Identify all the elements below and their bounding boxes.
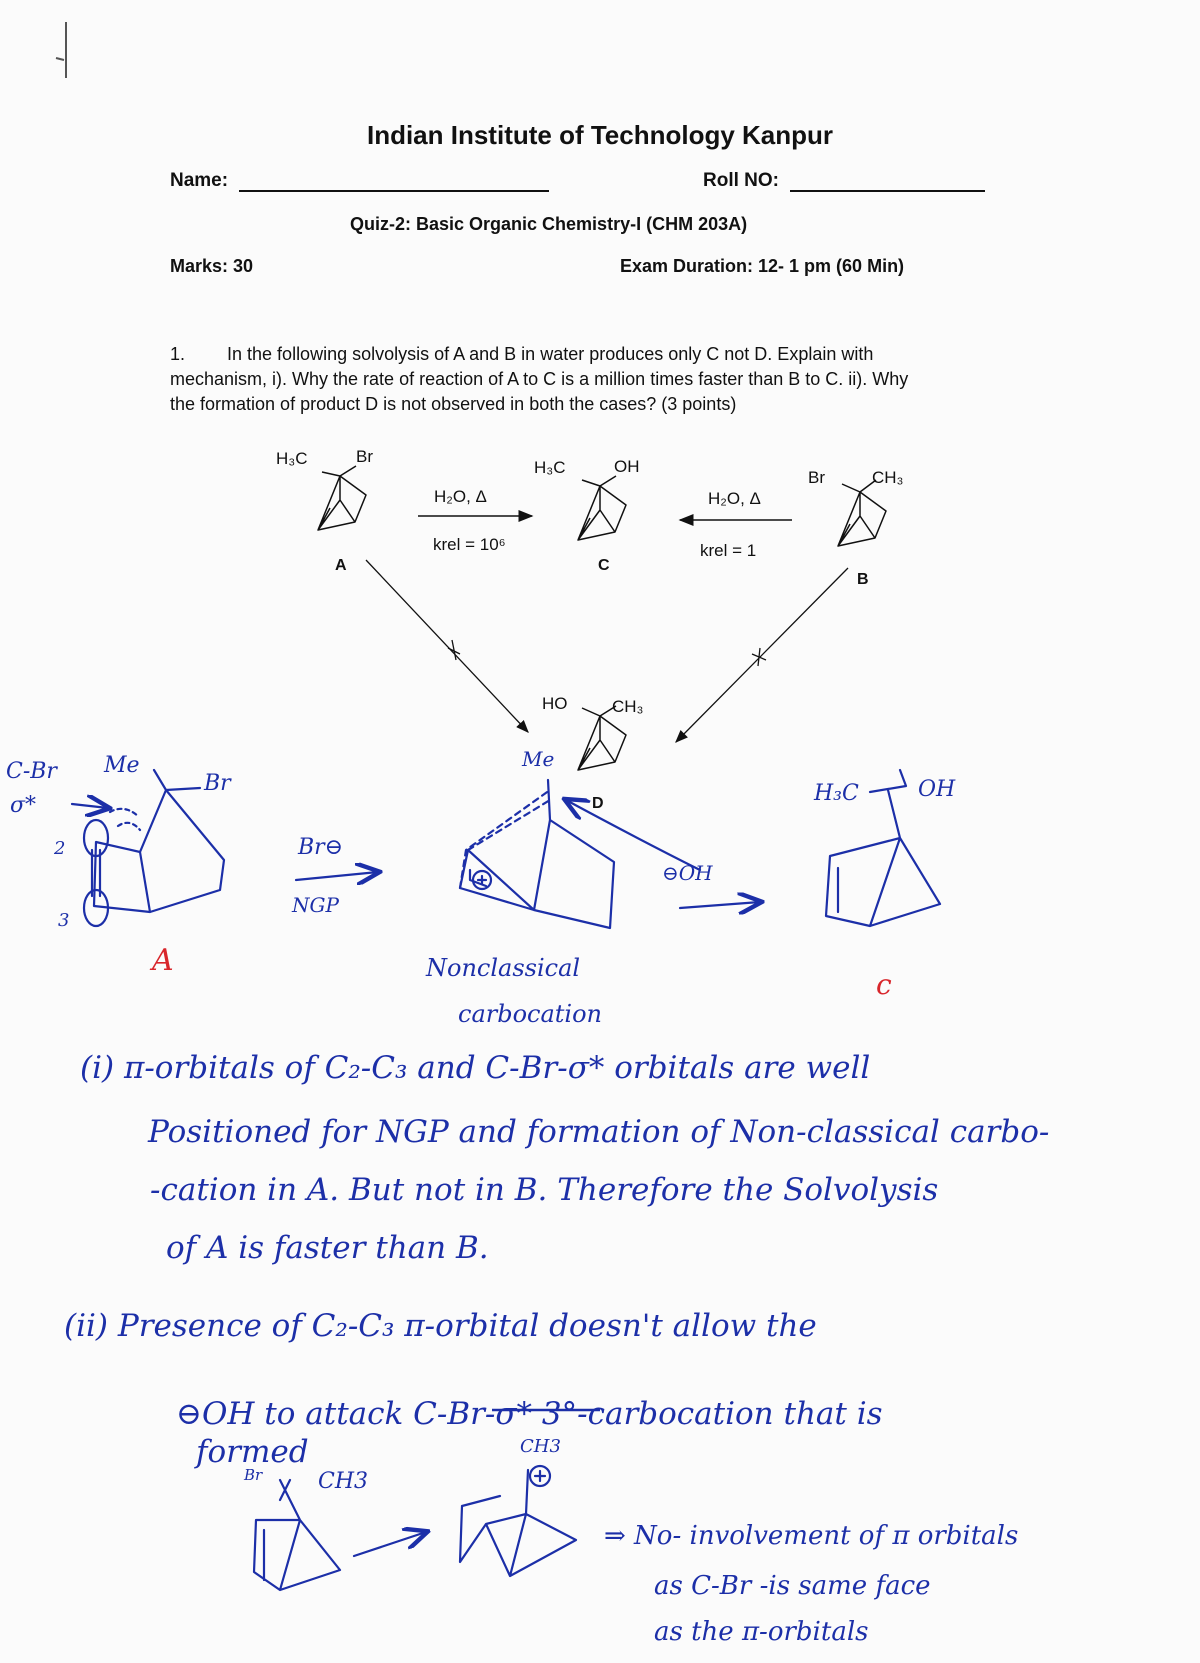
d-label: D	[592, 795, 604, 812]
bottom-ch3: CH3	[318, 1469, 369, 1494]
explain-ii-2: ⊖OH to attack C-Br-σ* 3°-carbocation that is	[176, 1396, 883, 1432]
a-h3c: H₃C	[276, 449, 308, 468]
orbital-structure-a	[84, 770, 224, 926]
nonclassical-structure	[460, 780, 614, 928]
br-minus: Br⊖	[298, 835, 344, 860]
cation-ch3: CH3	[520, 1436, 561, 1457]
num-3: 3	[58, 910, 70, 931]
no-involvement-3: as the π-orbitals	[654, 1617, 869, 1647]
no-involvement-2: as C-Br -is same face	[654, 1571, 931, 1601]
quiz-title: Quiz-2: Basic Organic Chemistry-I (CHM 203A)	[350, 214, 748, 234]
explain-ii-3: formed	[196, 1434, 309, 1470]
question-line-1: In the following solvolysis of A and B in water produces only C not D. Explain with	[227, 344, 874, 364]
me-label-2: Me	[522, 747, 555, 771]
explain-ii-1: (ii) Presence of C₂-C₃ π-orbital doesn't allow the	[64, 1308, 817, 1344]
ngp-label: NGP	[292, 893, 339, 917]
name-label: Name:	[170, 170, 229, 191]
product-h3c: H₃C	[814, 781, 859, 806]
b-ch3: CH₃	[872, 468, 904, 487]
bottom-structure-1	[254, 1480, 340, 1590]
a-br: Br	[356, 447, 373, 466]
d-ho: HO	[542, 694, 568, 713]
question-number: 1.	[170, 344, 186, 364]
nonclassical-label-2: carbocation	[458, 1000, 603, 1028]
d-ch3: CH₃	[612, 697, 644, 716]
explain-i-3: -cation in A. But not in B. Therefore the Solvolysis	[150, 1172, 939, 1208]
krel-right: krel = 1	[700, 541, 757, 560]
roll-label: Roll NO:	[703, 170, 779, 191]
question-line-3: the formation of product D is not observed in both the cases? (3 points)	[170, 394, 737, 414]
product-oh: OH	[918, 777, 956, 802]
exam-duration: Exam Duration: 12- 1 pm (60 Min)	[620, 256, 905, 276]
explain-i-1: (i) π-orbitals of C₂-C₃ and C-Br-σ* orbitals are well	[80, 1050, 871, 1086]
nonclassical-label-1: Nonclassical	[426, 954, 581, 982]
explain-i-2: Positioned for NGP and formation of Non-classical carbo-	[148, 1114, 1050, 1150]
b-label: B	[857, 571, 869, 588]
marks: Marks: 30	[170, 256, 254, 276]
oh-minus: ⊖OH	[662, 861, 713, 885]
num-2: 2	[54, 838, 66, 859]
br-label: Br	[204, 771, 231, 796]
me-label: Me	[104, 753, 140, 778]
krel-left: krel = 10⁶	[433, 535, 506, 554]
sigma-star-label: σ*	[10, 793, 37, 818]
c-oh: OH	[614, 457, 640, 476]
question-line-2: mechanism, i). Why the rate of reaction of A to C is a million times faster than B to C. ii). Why	[170, 369, 909, 389]
bottom-structure-2	[460, 1466, 576, 1576]
no-involvement-1: ⇒ No- involvement of π orbitals	[604, 1521, 1019, 1551]
cbr-label: C-Br	[6, 759, 57, 784]
a-label: A	[335, 557, 347, 574]
cond-left: H₂O, Δ	[434, 487, 487, 506]
cond-right: H₂O, Δ	[708, 489, 761, 508]
b-br: Br	[808, 468, 825, 487]
explain-i-4: of A is faster than B.	[166, 1230, 489, 1266]
c-h3c: H₃C	[534, 458, 566, 477]
a-red-label: A	[152, 943, 174, 978]
page-title: Indian Institute of Technology Kanpur	[366, 120, 834, 150]
c-red-label: c	[876, 968, 892, 1001]
c-label: C	[598, 557, 610, 574]
bottom-br: Br	[244, 1466, 263, 1484]
